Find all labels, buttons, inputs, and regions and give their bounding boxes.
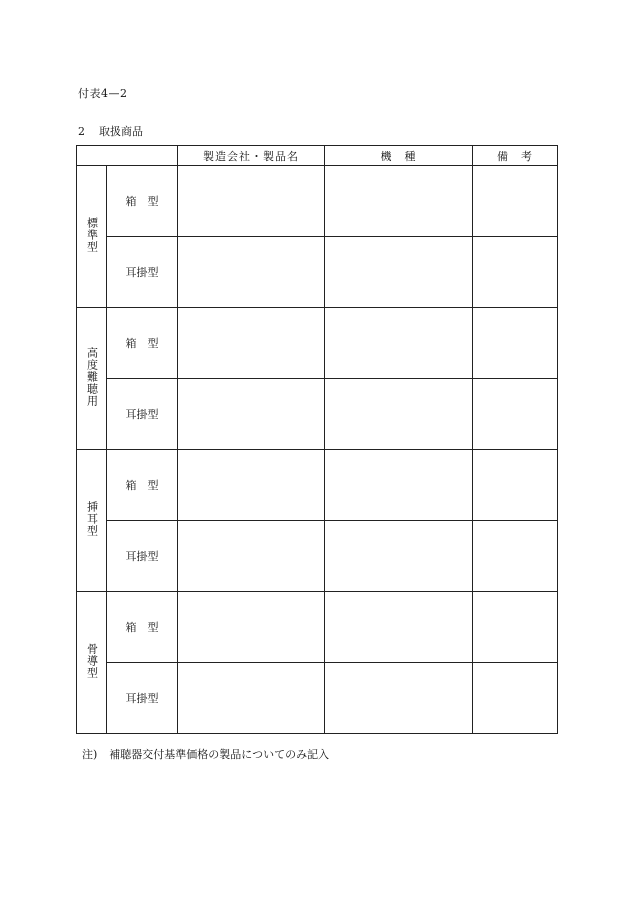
subtype-cell [107, 379, 178, 450]
subtype-cell [107, 592, 178, 663]
model-entry-cell[interactable] [325, 379, 473, 450]
subtype-cell [107, 237, 178, 308]
subtype-label: 耳掛型 [125, 692, 159, 705]
manufacturer-entry-cell[interactable] [178, 237, 325, 308]
subtype-label: 耳掛型 [125, 550, 159, 563]
subtype-label: 箱 型 [125, 479, 159, 492]
model-entry-cell[interactable] [325, 592, 473, 663]
table-row [77, 237, 558, 308]
model-entry-cell[interactable] [325, 237, 473, 308]
model-entry-cell[interactable] [325, 450, 473, 521]
group-label-cell [77, 450, 107, 592]
model-entry-cell[interactable] [325, 166, 473, 237]
group-label: 標準型 [85, 217, 99, 253]
footnote-text: 補聴器交付基準価格の製品についてのみ記入 [109, 748, 330, 761]
remarks-entry-cell[interactable] [473, 166, 558, 237]
manufacturer-entry-cell[interactable] [178, 166, 325, 237]
remarks-entry-cell[interactable] [473, 450, 558, 521]
header-remarks: 備 考 [473, 146, 558, 166]
subtype-label: 耳掛型 [125, 266, 159, 279]
table-row [77, 521, 558, 592]
group-label-cell [77, 308, 107, 450]
group-label: 挿耳型 [85, 501, 99, 537]
subtype-cell [107, 308, 178, 379]
subtype-label: 箱 型 [125, 195, 159, 208]
section-number: 2 [78, 125, 85, 138]
table-row [77, 308, 558, 379]
table-row [77, 379, 558, 450]
group-label-cell [77, 166, 107, 308]
remarks-entry-cell[interactable] [473, 237, 558, 308]
manufacturer-entry-cell[interactable] [178, 663, 325, 734]
header-manufacturer: 製造会社・製品名 [178, 146, 325, 166]
section-heading [78, 123, 143, 139]
model-entry-cell[interactable] [325, 663, 473, 734]
subtype-label: 耳掛型 [125, 408, 159, 421]
manufacturer-entry-cell[interactable] [178, 592, 325, 663]
subtype-cell [107, 663, 178, 734]
group-label: 高度難聴用 [85, 347, 99, 407]
manufacturer-entry-cell[interactable] [178, 450, 325, 521]
subtype-cell [107, 166, 178, 237]
group-label-cell [77, 592, 107, 734]
table-header-row [77, 146, 558, 166]
table-row [77, 663, 558, 734]
remarks-entry-cell[interactable] [473, 592, 558, 663]
manufacturer-entry-cell[interactable] [178, 308, 325, 379]
subtype-cell [107, 450, 178, 521]
footnote-marker: 注) [82, 748, 98, 761]
model-entry-cell[interactable] [325, 308, 473, 379]
subtype-label: 箱 型 [125, 337, 159, 350]
header-blank-cell [77, 146, 178, 166]
subtype-label: 箱 型 [125, 621, 159, 634]
section-title: 取扱商品 [99, 125, 143, 138]
remarks-entry-cell[interactable] [473, 308, 558, 379]
group-label: 骨導型 [85, 643, 99, 679]
table-row [77, 592, 558, 663]
remarks-entry-cell[interactable] [473, 663, 558, 734]
footnote [82, 746, 329, 762]
model-entry-cell[interactable] [325, 521, 473, 592]
manufacturer-entry-cell[interactable] [178, 379, 325, 450]
products-table [76, 145, 558, 734]
table-row [77, 166, 558, 237]
subtype-cell [107, 521, 178, 592]
table-row [77, 450, 558, 521]
remarks-entry-cell[interactable] [473, 521, 558, 592]
remarks-entry-cell[interactable] [473, 379, 558, 450]
manufacturer-entry-cell[interactable] [178, 521, 325, 592]
header-model: 機 種 [325, 146, 473, 166]
appendix-label: 付表4—2 [78, 87, 128, 100]
